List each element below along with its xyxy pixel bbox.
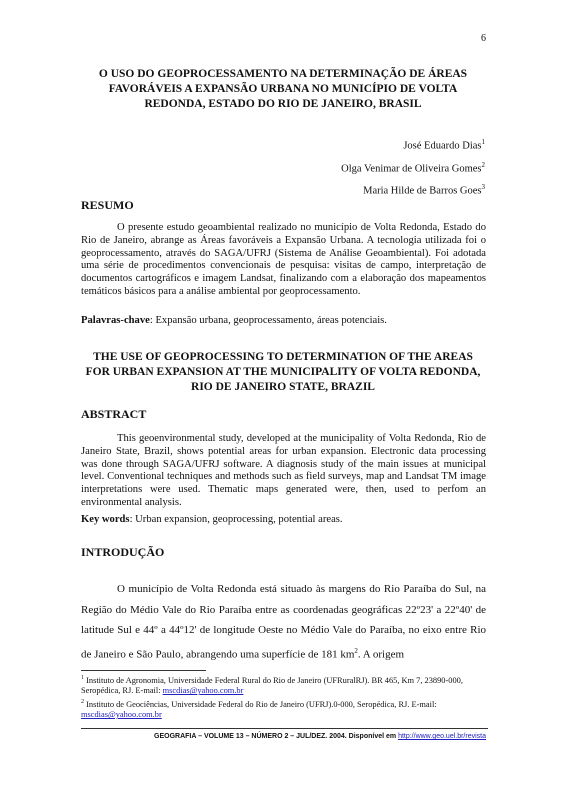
title-line: RIO DE JANEIRO STATE, BRAZIL (191, 381, 375, 393)
resumo-text: O presente estudo geoambiental realizado no município de Volta Redonda, Estado do Rio de Janeiro, abrange as Áreas favoráveis a Expansão Urbana. A tecnologia utilizada foi o geoprocessamento, através do SAGA/UFRJ (Sistema de Análise Geoambiental). Foi adotada uma série de procedimentos convencionais de pesquisa: visitas de campo, interpretação de documentos cartográficos e imagem Landsat, finalizando com a elaboração dos mapeamentos temáticos básicos para a análise ambiental por geoprocessamento. (81, 222, 486, 297)
title-line: FAVORÁVEIS A EXPANSÃO URBANA NO MUNICÍPIO DE VOLTA (108, 83, 458, 95)
introducao-text: O município de Volta Redonda está situado às margens do Rio Paraíba do Sul, na Região do Médio Vale do Rio Paraíba entre as coordenadas geográficas 22º23' a 22º40' de latitude Sul e 44º a 44º12' de longitude Oeste no Médio Vale do Paraíba, no eixo entre Rio de Janeiro e São Paulo, abrangendo uma superfície de 181 $km^2$. A origem (81, 583, 486, 661)
resumo-heading: RESUMO (81, 198, 134, 212)
palavras-chave: Palavras-chave: Expansão urbana, geoprocessamento, áreas potenciais. (81, 315, 387, 326)
footnote: $^2$ Instituto de Geociências, Universidade Federal do Rio de Janeiro (UFRJ).0-000, Seropédica, RJ. E-mail: mscdias@yahoo.com.br (81, 698, 437, 720)
journal-footer: GEOGRAFIA – VOLUME 13 – NÚMERO 2 – JUL/DEZ. 2004. Disponível em http://www.geo.uel.br/revista (154, 733, 486, 740)
key-words: Key words: Urban expansion, geoprocessing, potential areas. (81, 514, 343, 525)
footnote: $^1$ Instituto de Agronomia, Universidade Federal Rural do Rio de Janeiro (UFRuralRJ). BR 465, Km 7, 23890-000, Seropédica, RJ. E-mail: mscdias@yahoo.com.br (81, 675, 463, 696)
email-link[interactable]: mscdias@yahoo.com.br (162, 686, 244, 696)
abstract-heading: ABSTRACT (81, 407, 147, 421)
abstract-text: This geoenvironmental study, developed at the municipality of Volta Redonda, Rio de Janeiro State, Brazil, shows potential areas for urban expansion. Electronic data processing was done through SAGA/UFRJ software. A diagnosis study of the main issues at municipal level. Conventional techniques and methods such as field surveys, map and Landsat TM image interpretations were used. Thematic maps generated were, then, used to perfom an environmental analysis. (81, 433, 486, 508)
email-link[interactable]: mscdias@yahoo.com.br (81, 710, 162, 720)
author: Maria Hilde de Barros Goes$^3$ (363, 183, 485, 197)
title-line: THE USE OF GEOPROCESSING TO DETERMINATION OF THE AREAS (93, 351, 473, 363)
footnote-divider (81, 670, 206, 671)
title-line: REDONDA, ESTADO DO RIO DE JANEIRO, BRASIL (144, 98, 422, 110)
journal-url-link[interactable]: http://www.geo.uel.br/revista (398, 733, 486, 740)
author-list (341, 133, 485, 201)
page-number: 6 (481, 33, 486, 44)
introducao-heading: INTRODUÇÃO (81, 545, 165, 559)
title-portuguese (60, 67, 506, 112)
title-english (60, 350, 506, 395)
author: Olga Venimar de Oliveira Gomes$^2$ (341, 160, 485, 174)
title-line: FOR URBAN EXPANSION AT THE MUNICIPALITY OF VOLTA REDONDA, (85, 366, 481, 378)
author: José Eduardo Dias$^1$ (403, 138, 485, 152)
title-line: O USO DO GEOPROCESSAMENTO NA DETERMINAÇÃO DE ÁREAS (98, 68, 468, 80)
footnotes (81, 673, 491, 721)
footer-divider (81, 728, 488, 729)
